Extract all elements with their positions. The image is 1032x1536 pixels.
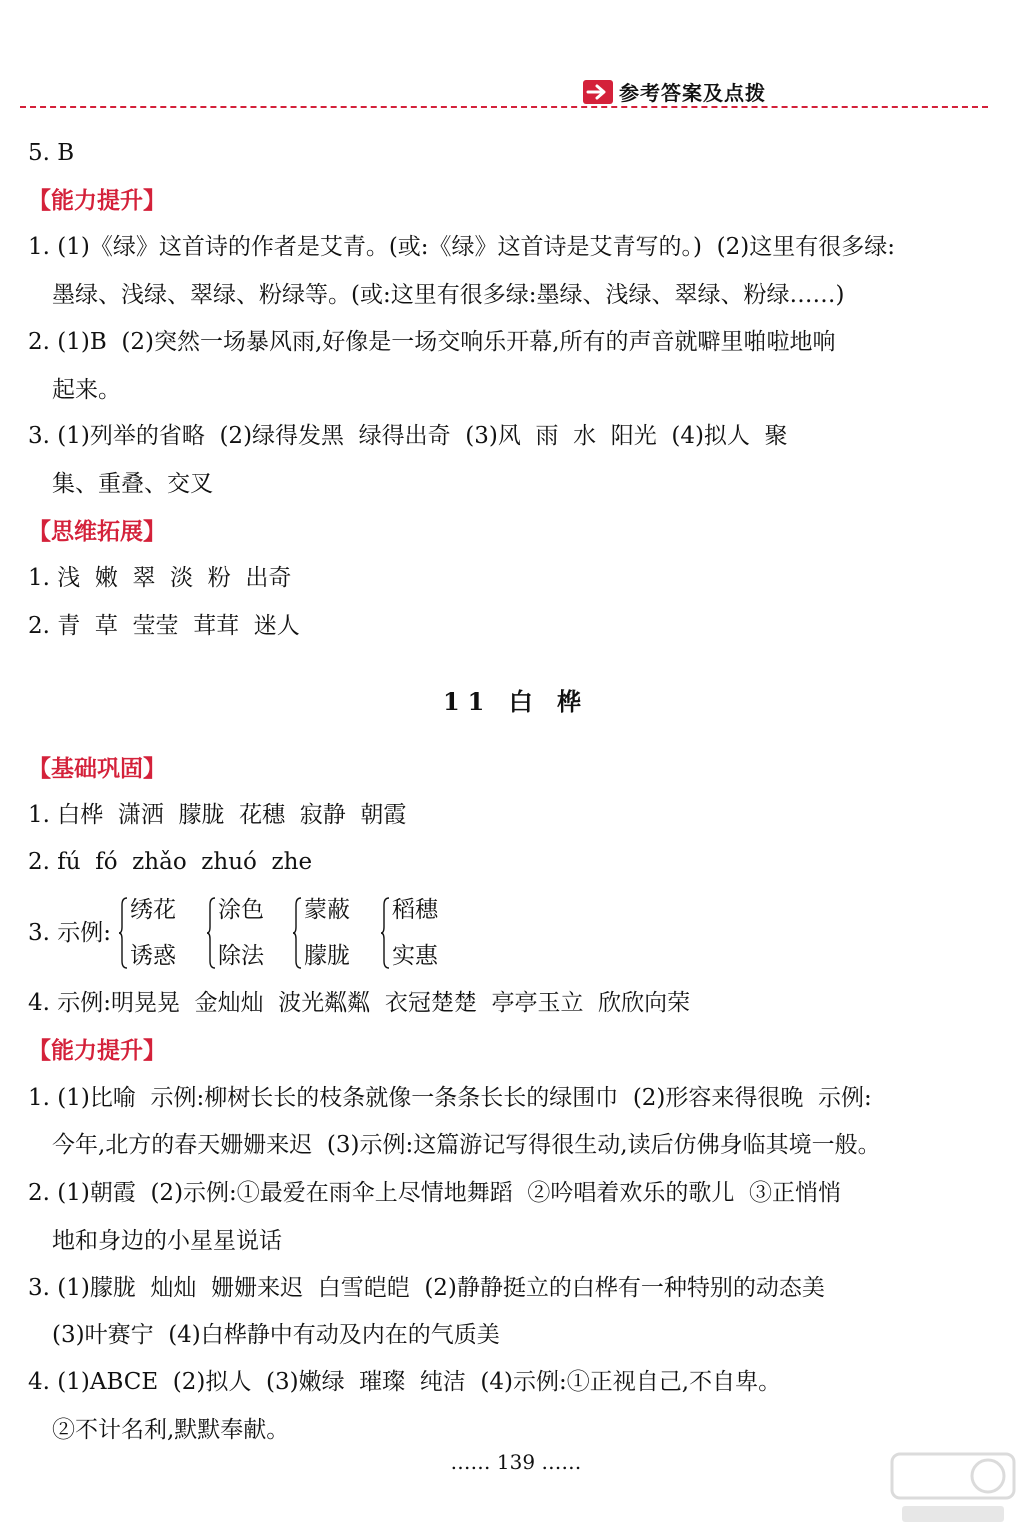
answer-line: 4. 示例:明晃晃 金灿灿 波光粼粼 衣冠楚楚 亭亭玉立 欣欣向荣 [28,990,691,1016]
header-badge [583,77,766,106]
word-top: 涂色 [218,897,264,923]
brace-icon [206,897,216,969]
word-bottom: 诱惑 [130,943,176,969]
arrow-right-icon [583,80,613,104]
answer-line: 1. 白桦 潇洒 朦胧 花穗 寂静 朝霞 [28,802,407,828]
answer-line: 今年,北方的春天姗姗来迟 (3)示例:这篇游记写得很生动,读后仿佛身临其境一般。 [52,1132,881,1158]
watermark-logo-icon [888,1448,1018,1528]
answer-line: 1. 浅 嫩 翠 淡 粉 出奇 [28,565,292,591]
word-top: 稻穗 [392,897,438,923]
answer-line: 2. (1)B (2)突然一场暴风雨,好像是一场交响乐开幕,所有的声音就噼里啪啦地响 [28,329,836,355]
word-bottom: 朦胧 [304,943,350,969]
word-top: 蒙蔽 [304,897,350,923]
page-number: …… 139 …… [450,1450,582,1474]
word-bottom: 实惠 [392,943,438,969]
section-heading: 【能力提升】 [28,1038,166,1064]
answer-line: 2. 青 草 莹莹 茸茸 迷人 [28,613,300,639]
answer-line: 4. (1)ABCE (2)拟人 (3)嫩绿 璀璨 纯洁 (4)示例:①正视自己,不自卑。 [28,1369,782,1395]
brace-icon [292,897,302,969]
answer-line: 起来。 [52,377,121,403]
answer-line: 地和身边的小星星说话 [52,1228,282,1254]
brace-icon [118,897,128,969]
answer-line: 1. (1)《绿》这首诗的作者是艾青。(或:《绿》这首诗是艾青写的。) (2)这里有很多绿: [28,234,895,260]
answer-line: 2. (1)朝霞 (2)示例:①最爱在雨伞上尽情地舞蹈 ②吟唱着欢乐的歌儿 ③正悄悄 [28,1180,842,1206]
brace-icon [380,897,390,969]
header-title: 参考答案及点拨 [619,81,766,105]
header-divider [20,106,988,108]
word-top: 绣花 [130,897,176,923]
answer-line: (3)叶赛宁 (4)白桦静中有动及内在的气质美 [52,1322,500,1348]
section-heading: 【能力提升】 [28,188,166,214]
chapter-title: 11 白 桦 [442,687,590,716]
answer-line: 1. (1)比喻 示例:柳树长长的枝条就像一条条长长的绿围巾 (2)形容来得很晚 示例: [28,1085,872,1111]
answer-line: 墨绿、浅绿、翠绿、粉绿等。(或:这里有很多绿:墨绿、浅绿、翠绿、粉绿……) [52,282,845,308]
brace-label: 3. 示例: [28,920,112,946]
answer-line: 2. fú fó zhǎo zhuó zhe [28,849,313,875]
answer-line: ②不计名利,默默奉献。 [52,1417,290,1443]
answer-line: 3. (1)朦胧 灿灿 姗姗来迟 白雪皑皑 (2)静静挺立的白桦有一种特别的动态美 [28,1275,825,1301]
answer-line: 集、重叠、交叉 [52,471,213,497]
page-header [20,72,988,112]
section-heading: 【基础巩固】 [28,756,166,782]
word-bottom: 除法 [218,943,264,969]
section-heading: 【思维拓展】 [28,519,166,545]
answer-line: 5. B [28,140,75,166]
answer-line: 3. (1)列举的省略 (2)绿得发黑 绿得出奇 (3)风 雨 水 阳光 (4)拟人 聚 [28,423,788,449]
